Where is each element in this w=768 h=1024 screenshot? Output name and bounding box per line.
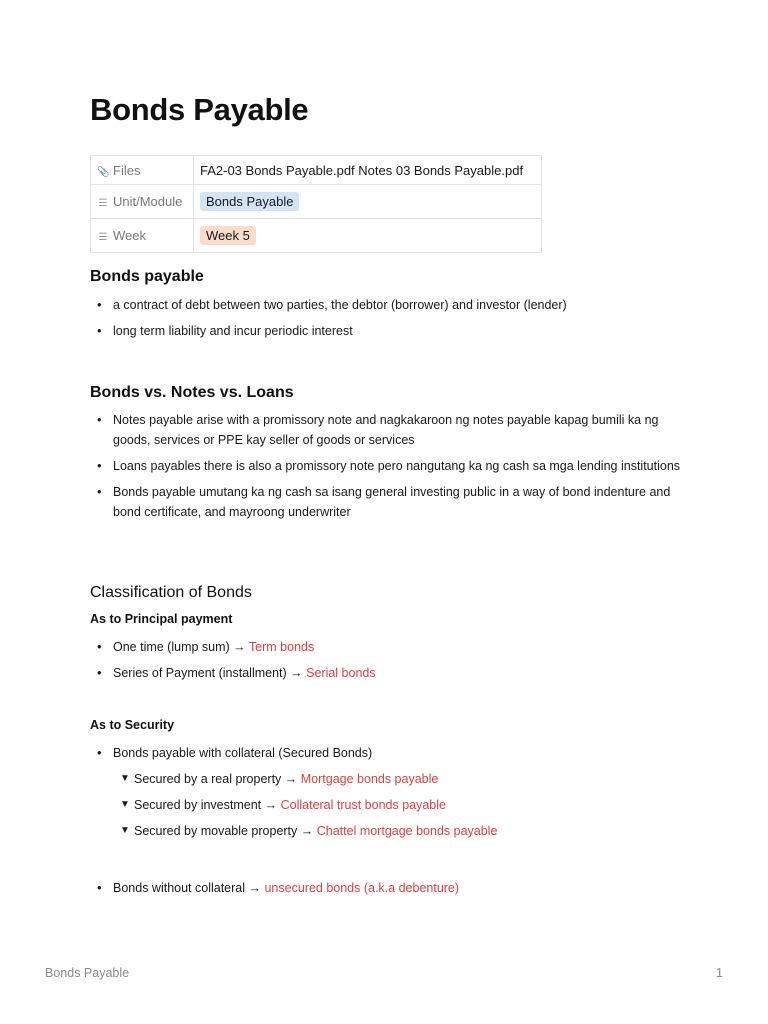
list-item: • long term liability and incur periodic interest: [90, 321, 690, 341]
list-item: • a contract of debt between two parties, the debtor (borrower) and investor (lender): [90, 295, 690, 315]
unit-value-cell: [194, 185, 542, 219]
subheading-principal-payment: As to Principal payment: [90, 612, 233, 626]
list-item: • Bonds payable with collateral (Secured Bonds): [90, 743, 690, 763]
highlight-text: Mortgage bonds payable: [300, 772, 439, 786]
toggle-item[interactable]: [120, 795, 680, 815]
week-tag[interactable]: Week 5: [200, 226, 256, 245]
list-item: [90, 663, 690, 683]
item-text: Series of Payment (installment) →: [113, 666, 307, 680]
item-text: Bonds without collateral →: [113, 881, 265, 895]
list-item: [90, 878, 690, 898]
section-heading-bonds-payable: Bonds payable: [90, 268, 204, 285]
security-list: [90, 743, 690, 769]
highlight-text: unsecured bonds (a.k.a debenture): [264, 881, 460, 895]
item-text: Secured by movable property →: [134, 824, 317, 838]
unit-tag[interactable]: Bonds Payable: [200, 192, 299, 211]
week-value-cell: [194, 219, 542, 253]
property-label: Files: [113, 162, 141, 178]
list-item: • Bonds payable umutang ka ng cash sa isang general investing public in a way of bond indenture and bond certificate, and mayroong underwriter: [90, 482, 690, 522]
files-value[interactable]: FA2-03 Bonds Payable.pdf Notes 03 Bonds Payable.pdf: [194, 156, 542, 185]
section-heading-bonds-notes-loans: Bonds vs. Notes vs. Loans: [90, 384, 294, 401]
property-unit-row: [91, 185, 542, 219]
paperclip-icon: 📎: [97, 166, 110, 178]
footer-title: Bonds Payable: [45, 966, 130, 980]
property-week-row: [91, 219, 542, 253]
list-icon: ☰: [98, 232, 108, 243]
property-name-week: [91, 219, 194, 253]
list-item: • Notes payable arise with a promissory note and nagkakaroon ng notes payable kapag bumili ka ng goods, services or PPE kay seller of goods or services: [90, 410, 690, 450]
unsecured-list: [90, 878, 690, 904]
highlight-text: Collateral trust bonds payable: [280, 798, 446, 812]
property-name-unit: [91, 185, 194, 219]
highlight-text: Term bonds: [248, 640, 315, 654]
property-files-row: [91, 156, 542, 185]
list-icon: ☰: [98, 198, 108, 209]
properties-table: [90, 155, 542, 253]
bonds-notes-loans-list: [90, 410, 690, 528]
list-item: • Loans payables there is also a promissory note pero nangutang ka ng cash sa mga lending institutions: [90, 456, 690, 476]
secured-bonds-toggle-list: [120, 769, 680, 847]
bonds-payable-list: [90, 295, 690, 347]
list-item: [90, 637, 690, 657]
toggle-item[interactable]: [120, 769, 680, 789]
highlight-text: Serial bonds: [306, 666, 376, 680]
section-heading-classification: Classification of Bonds: [90, 584, 252, 601]
property-label: Unit/Module: [113, 194, 183, 209]
item-text: Secured by investment →: [134, 798, 281, 812]
page-number: 1: [716, 966, 723, 980]
item-text: One time (lump sum) →: [113, 640, 249, 654]
property-label: Week: [113, 228, 146, 243]
toggle-item[interactable]: [120, 821, 680, 841]
subheading-security: As to Security: [90, 718, 175, 732]
item-text: Secured by a real property →: [134, 772, 301, 786]
property-name-files: [91, 156, 194, 185]
highlight-text: Chattel mortgage bonds payable: [316, 824, 498, 838]
page-title: Bonds Payable: [90, 92, 309, 127]
principal-payment-list: [90, 637, 690, 689]
